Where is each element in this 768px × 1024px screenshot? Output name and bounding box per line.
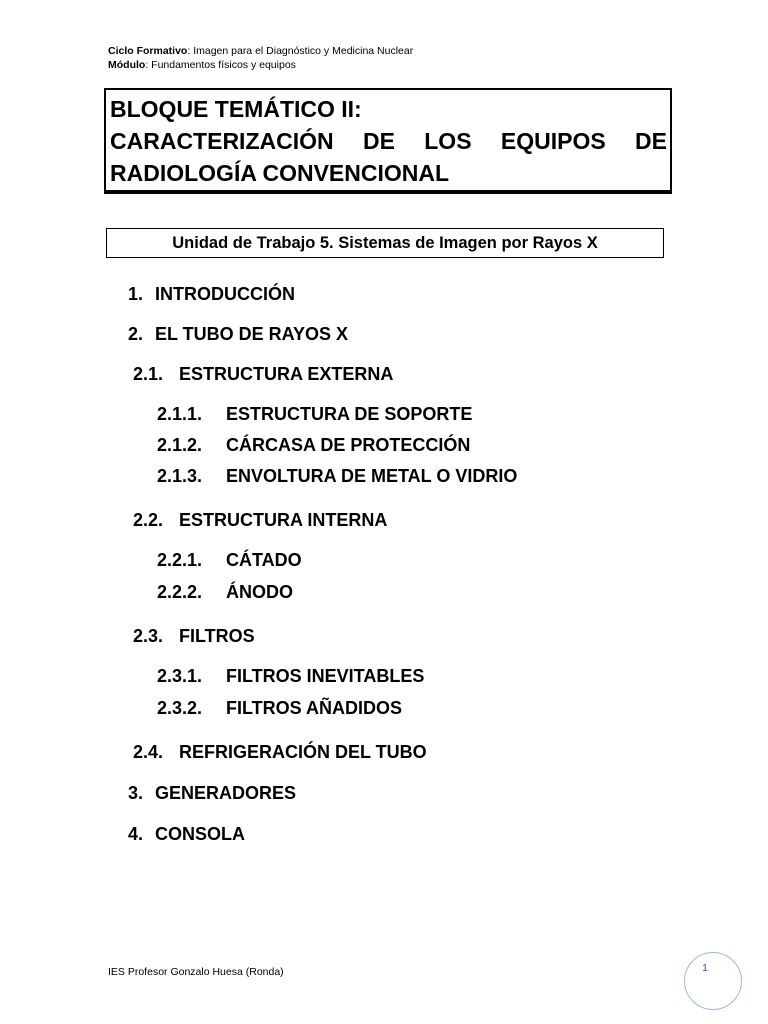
- toc-text: ESTRUCTURA INTERNA: [179, 510, 388, 530]
- toc-text: CÁRCASA DE PROTECCIÓN: [226, 435, 471, 455]
- toc-item: [128, 783, 296, 804]
- toc-text: ESTRUCTURA EXTERNA: [179, 364, 394, 384]
- title-word: EQUIPOS: [500, 128, 606, 154]
- unit-title: Unidad de Trabajo 5. Sistemas de Imagen por Rayos X: [106, 228, 664, 258]
- title-word: LOS: [424, 128, 472, 154]
- page-number: 1: [702, 963, 708, 974]
- toc-item: [157, 466, 517, 487]
- toc-number: 2.: [128, 324, 144, 344]
- toc-text: CONSOLA: [155, 824, 245, 844]
- toc-item: [133, 364, 393, 385]
- toc-text: EL TUBO DE RAYOS X: [155, 324, 349, 344]
- toc-text: GENERADORES: [155, 783, 297, 803]
- toc-number: 2.1.2.: [157, 435, 203, 455]
- toc-text: FILTROS AÑADIDOS: [226, 698, 402, 718]
- toc-item: [133, 510, 387, 531]
- title-word: CARACTERIZACIÓN: [110, 128, 334, 154]
- toc-text: REFRIGERACIÓN DEL TUBO: [179, 742, 427, 762]
- toc-number: 2.2.2.: [157, 582, 203, 602]
- toc-item: [133, 742, 427, 763]
- toc-item: [157, 582, 293, 603]
- toc-number: 2.2.1.: [157, 550, 203, 570]
- toc-text: CÁTADO: [226, 550, 302, 570]
- ciclo-value: : Imagen para el Diagnóstico y Medicina Nuclear: [187, 45, 414, 57]
- toc-text: ÁNODO: [226, 582, 293, 602]
- page-number-badge: [684, 952, 742, 1010]
- toc-number: 3.: [128, 783, 144, 803]
- toc-item: [157, 550, 302, 571]
- toc-text: INTRODUCCIÓN: [155, 284, 295, 304]
- toc-item: [157, 435, 470, 456]
- title-line-1: BLOQUE TEMÁTICO II:: [110, 96, 362, 122]
- toc-number: 1.: [128, 284, 144, 304]
- modulo-label: Módulo: [108, 59, 146, 71]
- toc-number: 2.3.2.: [157, 698, 203, 718]
- title-line-3: RADIOLOGÍA CONVENCIONAL: [110, 160, 450, 186]
- title-word: DE: [362, 128, 395, 154]
- modulo-value: : Fundamentos físicos y equipos: [145, 59, 296, 71]
- toc-item: [157, 666, 424, 687]
- toc-number: 2.1.: [133, 364, 164, 384]
- document-footer: IES Profesor Gonzalo Huesa (Ronda): [108, 966, 284, 978]
- toc-item: [128, 824, 245, 845]
- toc-item: [128, 284, 295, 305]
- toc-number: 4.: [128, 824, 144, 844]
- toc-text: ENVOLTURA DE METAL O VIDRIO: [226, 466, 518, 486]
- toc-item: [157, 698, 402, 719]
- ciclo-label: Ciclo Formativo: [108, 45, 188, 57]
- toc-number: 2.1.1.: [157, 404, 203, 424]
- toc-item: [128, 324, 348, 345]
- toc-number: 2.3.1.: [157, 666, 203, 686]
- toc-text: FILTROS: [179, 626, 255, 646]
- toc-number: 2.4.: [133, 742, 164, 762]
- toc-text: ESTRUCTURA DE SOPORTE: [226, 404, 473, 424]
- toc-number: 2.1.3.: [157, 466, 203, 486]
- toc-item: [133, 626, 255, 647]
- toc-number: 2.2.: [133, 510, 164, 530]
- toc-number: 2.3.: [133, 626, 164, 646]
- toc-text: FILTROS INEVITABLES: [226, 666, 425, 686]
- title-word: DE: [635, 128, 667, 154]
- toc-item: [157, 404, 472, 425]
